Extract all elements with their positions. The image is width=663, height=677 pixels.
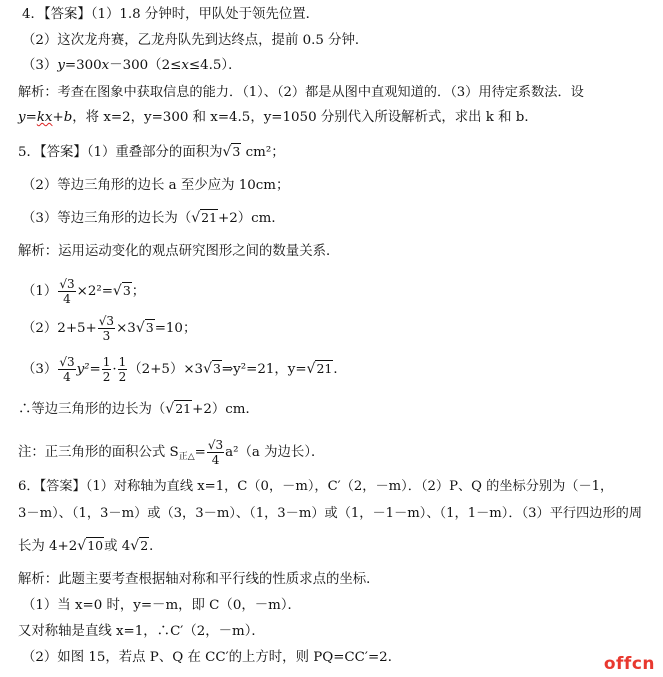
q5-note: 注：正三角形的面积公式 $S_{正\triangle}=$ $\frac{√3}{4}$ a²（a 为边长）． xyxy=(18,438,325,467)
q4-answer-2: （2）这次龙舟赛，乙龙舟队先到达终点，提前 0.5 分钟． xyxy=(22,33,369,48)
q4-analysis-2: y=kx+b，将 x=2，y=300 和 x=4.5，y=1050 分别代入所设解析式，求出 k 和 b． xyxy=(18,110,538,125)
q5-step-2: （2）2+5+ $\frac{√3}{3}$ ×3√3=10； xyxy=(22,314,197,343)
q5-answer-2: （2）等边三角形的边长 a 至少应为 10cm； xyxy=(22,178,290,193)
q6-answer-3: 长为 4+2√10或 4√2． xyxy=(18,538,163,554)
q6-answer-1: 6．【答案】（1）对称轴为直线 x=1，C（0，－m），C′（2，－m）．（2）P、Q 的坐标分别为（－1， xyxy=(18,479,614,494)
q4-answer-line: 4．【答案】（1）1.8 分钟时，甲队处于领先位置． xyxy=(22,7,320,22)
q5-therefore: ∴等边三角形的边长为（√21+2）cm． xyxy=(18,401,259,417)
q5-step-3: （3） $\frac{√3}{4}$ y²= $\frac{1}{2}$ · $\frac{1}{2}$ （2+5）×3√3⇒y²=21，y=√21． xyxy=(22,355,347,384)
q5-analysis: 解析：运用运动变化的观点研究图形之间的数量关系． xyxy=(18,244,340,259)
q6-step-3: （2）如图 15，若点 P、Q 在 CC′的上方时，则 PQ=CC′=2． xyxy=(22,650,402,665)
q4-analysis-1: 解析：考查在图象中获取信息的能力．（1）、（2）都是从图中直观知道的．（3）用待定系数法．设 xyxy=(18,85,584,100)
q6-analysis: 解析：此题主要考查根据轴对称和平行线的性质求点的坐标． xyxy=(18,572,380,587)
q6-answer-2: 3－m）、（1，3－m）或（3，3－m）、（1，3－m）或（1，－1－m）、（1，1－m）．（3）平行四边形的周 xyxy=(18,506,643,521)
q6-step-1: （1）当 x=0 时，y=－m，即 C（0，－m）． xyxy=(22,598,301,613)
q5-answer-1: 5．【答案】（1）重叠部分的面积为√3 cm²； xyxy=(18,144,285,160)
q4-answer-3: （3）y=300x－300（2≤x≤4.5）． xyxy=(22,58,242,73)
offcn-watermark-logo: offcn xyxy=(603,654,655,674)
q6-step-2: 又对称轴是直线 x=1，∴C′（2，－m）． xyxy=(18,624,265,639)
q5-answer-3: （3）等边三角形的边长为（√21+2）cm． xyxy=(22,210,285,226)
q5-step-1: （1） $\frac{√3}{4}$ ×2²=√3； xyxy=(22,277,146,306)
